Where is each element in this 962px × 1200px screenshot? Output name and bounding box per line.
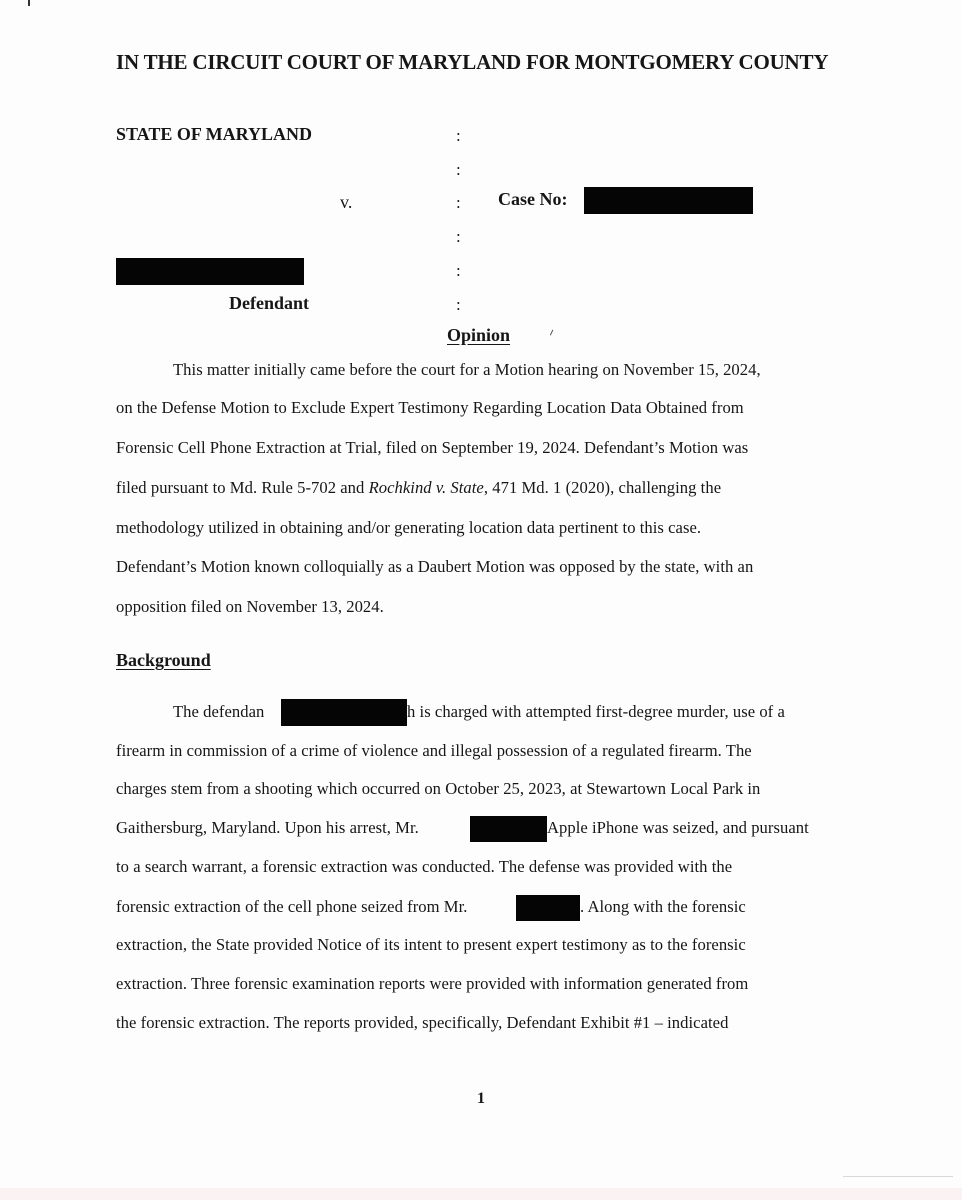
court-title: IN THE CIRCUIT COURT OF MARYLAND FOR MONTGOMERY COUNTY — [116, 50, 829, 74]
background-line: h is charged with attempted first-degree murder, use of a — [407, 702, 785, 721]
page-number: 1 — [477, 1090, 485, 1107]
redacted-defendant-name — [281, 699, 407, 726]
opinion-line: This matter initially came before the court for a Motion hearing on November 15, 2024, — [173, 360, 761, 379]
caption-separator: : — [456, 193, 461, 212]
scan-speck — [550, 330, 555, 337]
scan-edge — [843, 1176, 953, 1177]
versus-label: v. — [340, 192, 353, 212]
case-citation: Rochkind v. State — [368, 478, 484, 497]
opinion-heading: Opinion — [447, 325, 511, 345]
opinion-line: methodology utilized in obtaining and/or generating location data pertinent to this case. — [116, 518, 702, 537]
opinion-text: filed pursuant to Md. Rule 5-702 and — [116, 478, 369, 497]
background-line: forensic extraction of the cell phone seized from Mr. — [116, 897, 468, 916]
scan-border — [0, 1188, 962, 1200]
background-line: extraction. Three forensic examination reports were provided with information generated from — [116, 974, 749, 993]
background-line: Apple iPhone was seized, and pursuant — [547, 818, 809, 837]
defendant-label: Defendant — [229, 293, 309, 313]
background-line: firearm in commission of a crime of violence and illegal possession of a regulated firearm. The — [116, 741, 752, 760]
caption-separator: : — [456, 227, 461, 246]
opinion-line: on the Defense Motion to Exclude Expert Testimony Regarding Location Data Obtained from — [116, 398, 744, 417]
redacted-name — [516, 895, 580, 921]
redacted-case-number — [584, 187, 753, 214]
background-line: extraction, the State provided Notice of its intent to present expert testimony as to the forensic — [116, 935, 746, 954]
scan-mark — [28, 0, 42, 6]
background-heading: Background — [116, 650, 211, 670]
opinion-line: Defendant’s Motion known colloquially as a Daubert Motion was opposed by the state, with an — [116, 557, 754, 576]
caption-separator: : — [456, 160, 461, 179]
plaintiff-name: STATE OF MARYLAND — [116, 124, 313, 144]
background-line: the forensic extraction. The reports provided, specifically, Defendant Exhibit #1 – indicated — [116, 1013, 729, 1032]
caption-separator: : — [456, 295, 461, 314]
background-line: . Along with the forensic — [580, 897, 746, 916]
opinion-line: opposition filed on November 13, 2024. — [116, 597, 384, 616]
redacted-defendant-name — [116, 258, 304, 285]
background-line: The defendan — [173, 702, 265, 721]
opinion-text: , 471 Md. 1 (2020), challenging the — [483, 478, 722, 497]
background-line: charges stem from a shooting which occurred on October 25, 2023, at Stewartown Local Park in — [116, 779, 761, 798]
opinion-line — [116, 478, 721, 498]
background-line: Gaithersburg, Maryland. Upon his arrest, Mr. — [116, 818, 419, 837]
caption-separator: : — [456, 261, 461, 280]
caption-separator: : — [456, 126, 461, 145]
background-line: to a search warrant, a forensic extraction was conducted. The defense was provided with the — [116, 857, 733, 876]
redacted-name — [470, 816, 547, 842]
opinion-line: Forensic Cell Phone Extraction at Trial, filed on September 19, 2024. Defendant’s Motion was — [116, 438, 749, 457]
case-number-label: Case No: — [498, 189, 568, 209]
